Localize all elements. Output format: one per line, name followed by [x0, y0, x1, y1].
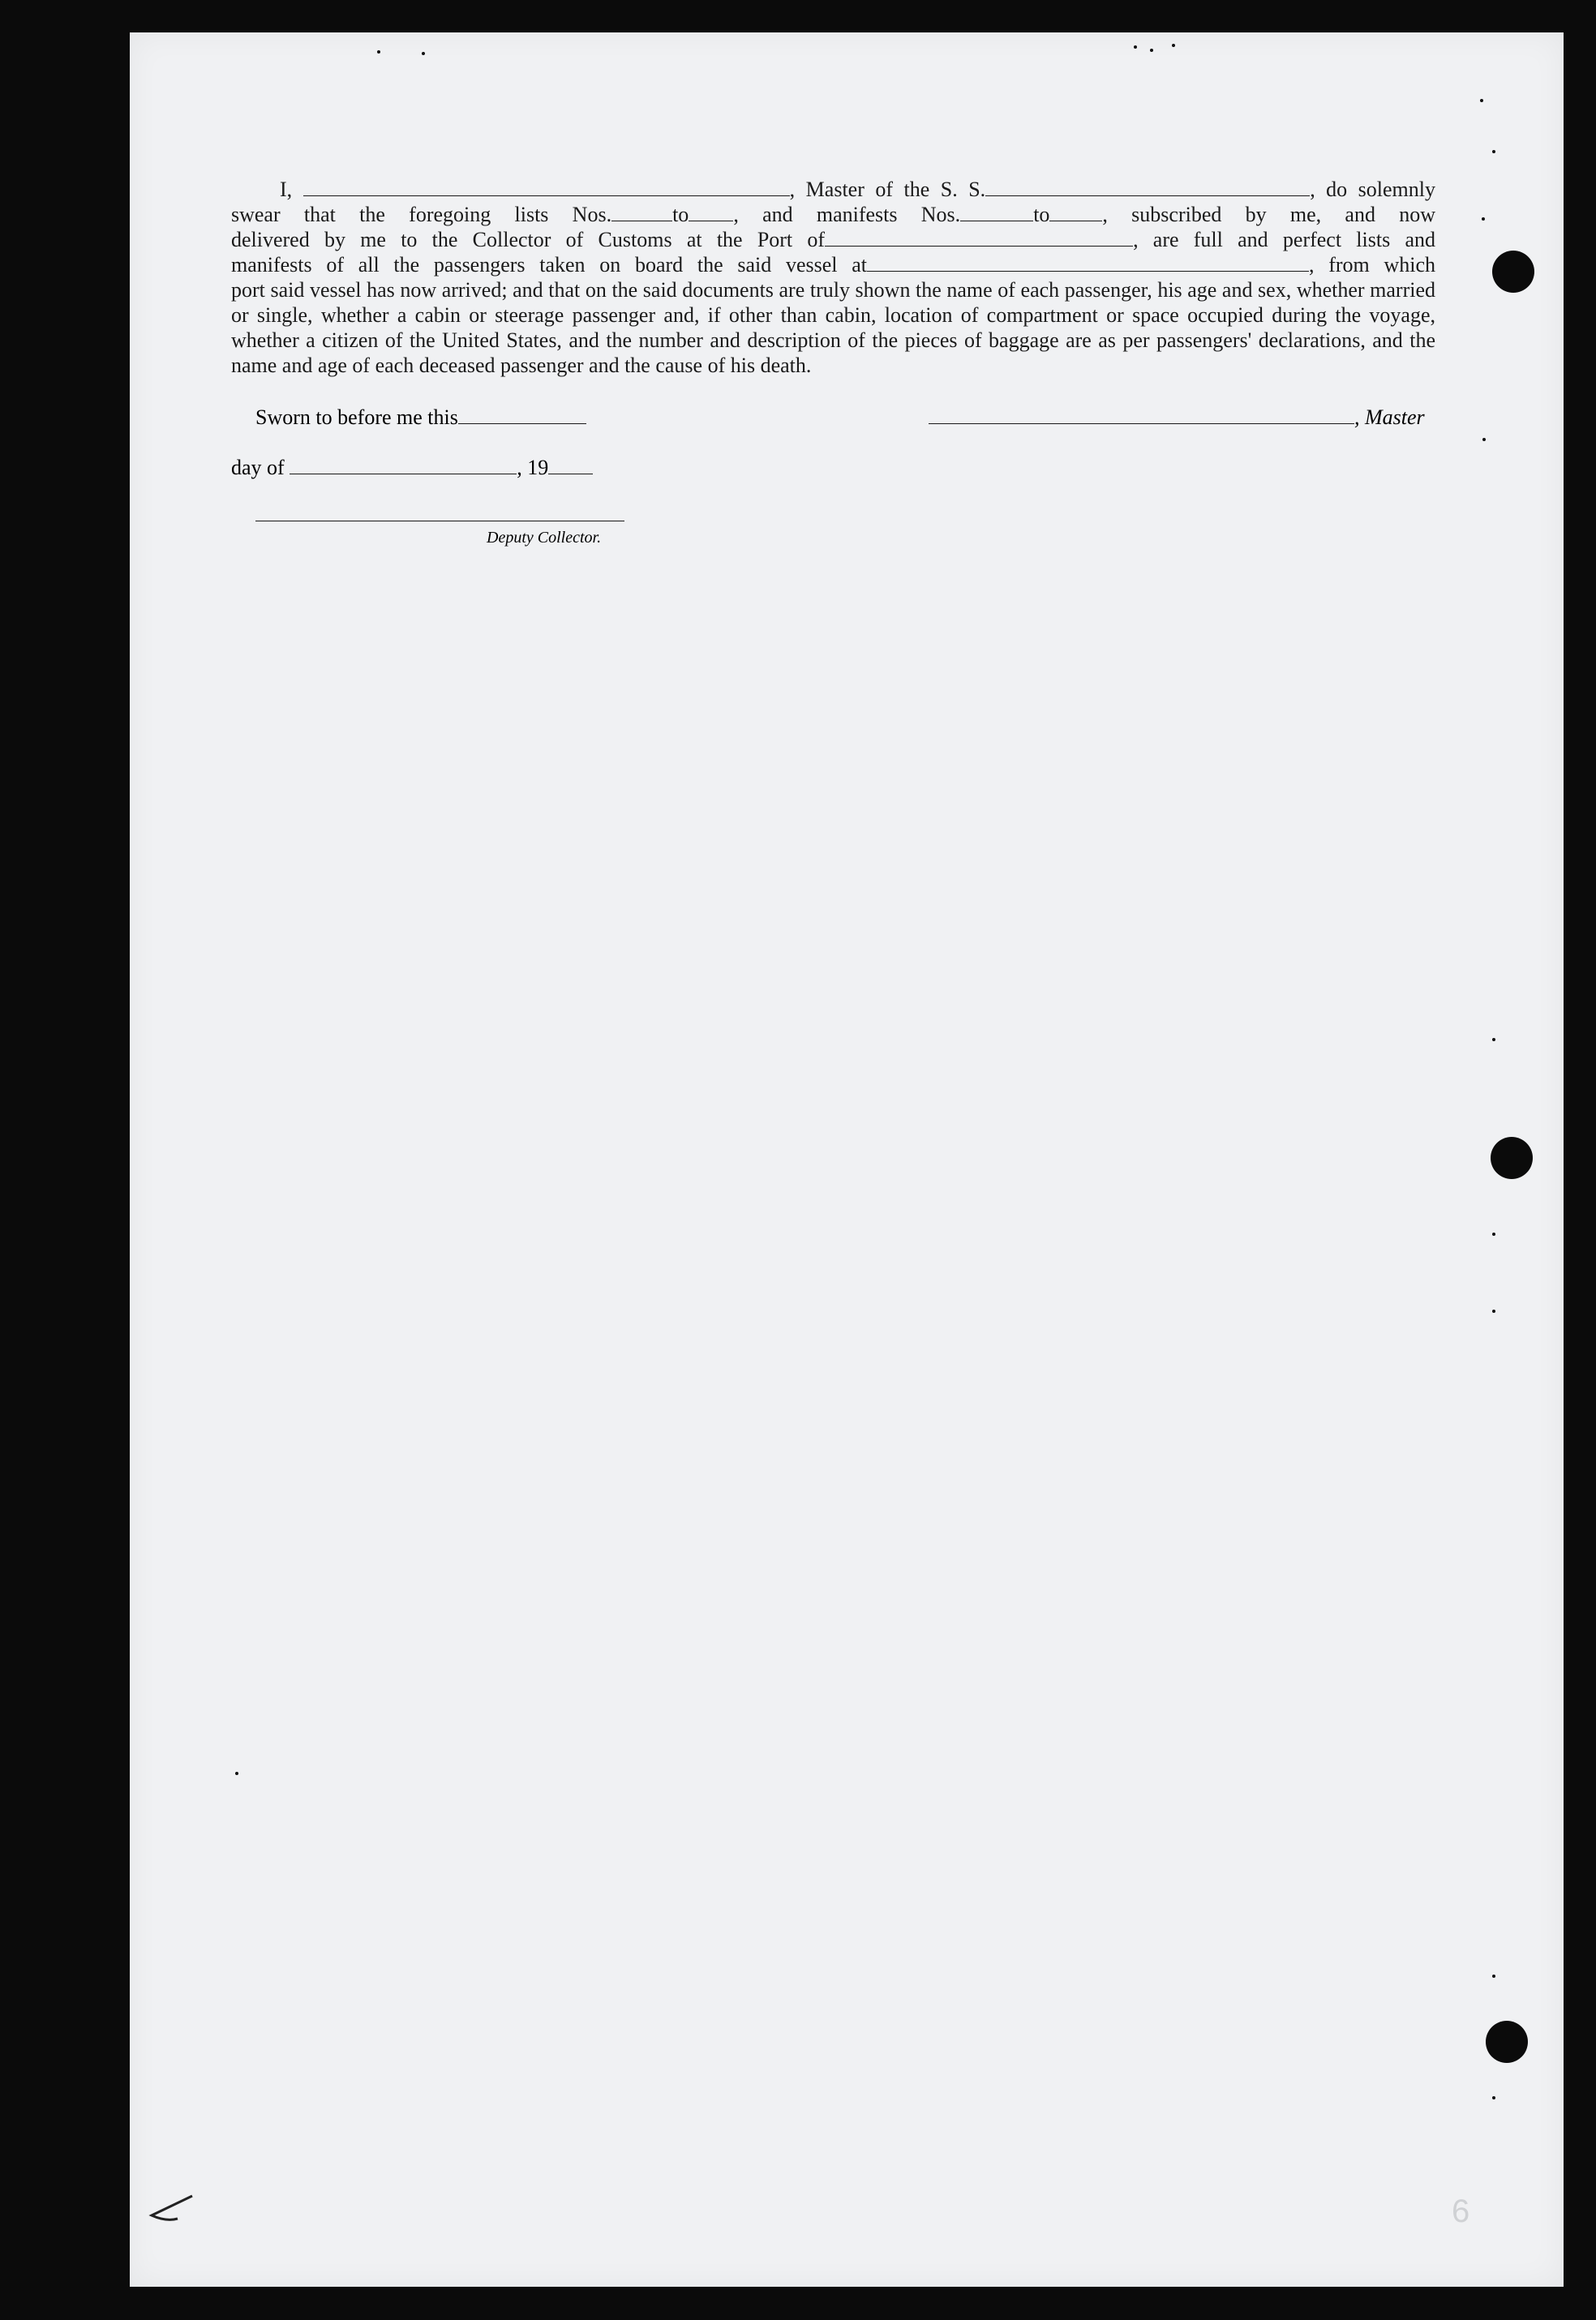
speck — [1492, 2096, 1495, 2099]
speck — [1492, 1038, 1495, 1041]
list-from-field[interactable] — [611, 203, 672, 221]
oath-body-text: port said vessel has now arrived; and that on the said documents are truly shown the name of each passenger, his age and sex, whether married or single, whether a cabin or steerage passenger and, if other than cabin, location of compartment or space occupied during the voyage, whether a citizen of the United States, and the number and description of the pieces of baggage are as per passengers' declarations, and the name and age of each deceased passenger and the cause of his death. — [231, 278, 1435, 377]
list-to-field[interactable] — [689, 203, 733, 221]
oath-text: to — [1033, 203, 1050, 226]
master-name-field[interactable] — [303, 178, 790, 196]
speck — [235, 1772, 238, 1775]
manifest-to-field[interactable] — [1049, 203, 1102, 221]
oath-text: , are full and perfect lists and — [1133, 228, 1435, 251]
year-field[interactable] — [548, 456, 593, 474]
day-of-label: day of — [231, 456, 285, 479]
year-label: , 19 — [517, 456, 549, 479]
oath-text: swear that the foregoing lists Nos. — [231, 203, 612, 226]
speck — [1492, 1310, 1495, 1313]
master-label: , Master — [1354, 405, 1425, 429]
sworn-day-field[interactable] — [458, 405, 586, 424]
oath-text: , from which — [1308, 253, 1435, 277]
punch-hole — [1486, 2021, 1528, 2063]
deputy-collector-label: Deputy Collector. — [487, 529, 602, 547]
oath-text: , and manifests Nos. — [733, 203, 961, 226]
month-field[interactable] — [290, 456, 517, 474]
oath-form — [231, 177, 1435, 378]
speck — [1150, 49, 1153, 52]
speck — [1492, 150, 1495, 153]
oath-line-2 — [231, 202, 1435, 227]
speck — [1482, 217, 1485, 221]
oath-text: to — [672, 203, 689, 226]
manifest-from-field[interactable] — [960, 203, 1033, 221]
pen-mark-icon — [142, 2189, 199, 2230]
speck — [377, 50, 380, 54]
speck — [1492, 1975, 1495, 1978]
oath-text: I, — [280, 178, 293, 201]
oath-text: delivered by me to the Collector of Customs at the Port of — [231, 228, 826, 251]
sworn-row — [255, 405, 586, 430]
speck — [422, 52, 425, 55]
port-field[interactable] — [825, 228, 1133, 247]
ship-name-field[interactable] — [985, 178, 1310, 196]
speck — [1492, 1233, 1495, 1236]
speck — [1482, 438, 1486, 441]
date-row — [231, 456, 593, 480]
page-mark: 6 — [1452, 2193, 1470, 2229]
speck — [1134, 45, 1137, 49]
master-signature-field[interactable] — [929, 405, 1354, 424]
oath-line-4 — [231, 252, 1435, 277]
punch-hole — [1491, 1137, 1533, 1179]
oath-line-1 — [231, 177, 1435, 202]
sworn-label: Sworn to before me this — [255, 405, 458, 429]
master-signature-row — [929, 405, 1425, 430]
oath-line-3 — [231, 227, 1435, 252]
oath-text: , subscribed by me, and now — [1102, 203, 1436, 226]
punch-hole — [1492, 251, 1534, 293]
oath-text: , Master of the S. S. — [789, 178, 986, 201]
departure-port-field[interactable] — [867, 253, 1309, 272]
document-page — [130, 32, 1564, 2287]
oath-paragraph — [231, 177, 1435, 378]
speck — [1480, 99, 1483, 102]
oath-text: manifests of all the passengers taken on board the said vessel at — [231, 253, 867, 277]
speck — [1172, 44, 1175, 47]
oath-text: , do solemnly — [1310, 178, 1436, 201]
